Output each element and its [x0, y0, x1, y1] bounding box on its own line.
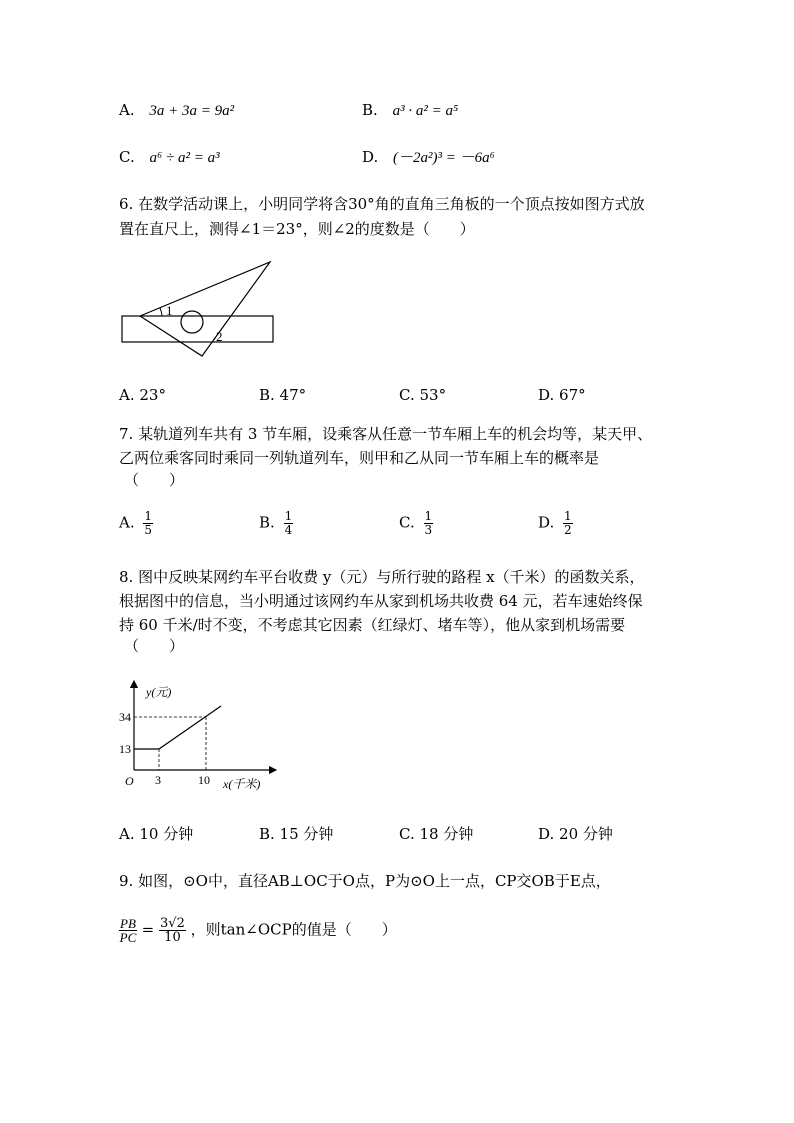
q6-line-2: 置在直尺上，测得∠1＝23°，则∠2的度数是（ ）	[119, 220, 475, 238]
q7-b-den: 4	[284, 523, 293, 537]
q9-line-2	[119, 917, 397, 944]
q5-option-b	[362, 99, 458, 122]
x-axis-label: x(千米)	[223, 777, 261, 791]
q8-option-d: D. 20 分钟	[538, 825, 613, 843]
q6-option-d: D. 67°	[538, 386, 586, 404]
q5-option-c	[119, 146, 220, 169]
q7-option-c	[399, 510, 433, 537]
q5-c-label: C.	[119, 148, 135, 166]
q7-option-a	[119, 510, 153, 537]
q6-option-a: A. 23°	[119, 386, 166, 404]
q5-d-label: D.	[362, 148, 379, 166]
q9-lhs-num: PB	[120, 916, 136, 931]
q7-option-d	[538, 510, 573, 537]
y-tick-34: 34	[119, 710, 131, 724]
q9-equals: =	[141, 920, 155, 939]
q5-a-label: A.	[119, 101, 135, 119]
q7-c-den: 3	[424, 523, 433, 537]
q8-fare-graph	[115, 680, 280, 792]
q8-line-3: 持 60 千米/时不变，不考虑其它因素（红绿灯、堵车等），他从家到机场需要	[119, 616, 626, 634]
q8-option-b: B. 15 分钟	[259, 825, 334, 843]
q5-c-text: a⁶ ÷ a² = a³	[149, 150, 220, 166]
q7-a-label: A.	[119, 513, 135, 532]
q5-b-text: a³ · a² = a⁵	[392, 103, 459, 119]
q7-a-den: 5	[144, 523, 153, 537]
q5-b-label: B.	[362, 101, 378, 119]
q7-line-2: 乙两位乘客同时乘同一列轨道列车，则甲和乙从同一节车厢上车的概率是	[119, 449, 600, 467]
q6-option-b: B. 47°	[259, 386, 307, 404]
x-tick-10: 10	[198, 773, 210, 787]
y-tick-13: 13	[119, 742, 131, 756]
ruler-rect	[122, 316, 273, 342]
angle-2-label: 2	[216, 329, 223, 344]
q6-line-1: 6. 在数学活动课上，小明同学将含30°角的直角三角板的一个顶点按如图方式放	[119, 195, 645, 213]
q9-rhs-num: 3√2	[160, 916, 185, 931]
q7-d-fraction	[563, 510, 573, 537]
q5-option-d	[362, 146, 495, 169]
q7-a-num: 1	[144, 509, 153, 523]
q9-lhs-fraction	[119, 917, 137, 944]
fare-function-line	[134, 706, 221, 749]
q6-option-c: C. 53°	[399, 386, 447, 404]
q7-a-fraction	[143, 510, 153, 537]
q7-b-label: B.	[259, 513, 275, 532]
q9-rhs-den: 10	[164, 930, 181, 945]
q7-d-label: D.	[538, 513, 555, 532]
angle-1-arc	[160, 308, 162, 316]
q7-option-b	[259, 510, 293, 537]
q6-figure-ruler-triangle	[118, 258, 278, 360]
q9-line-1: 9. 如图，⊙O中，直径AB⊥OC于O点，P为⊙O上一点，CP交OB于E点，	[119, 872, 611, 890]
q8-line-4: （ ）	[124, 637, 185, 655]
y-axis-label: y(元)	[146, 685, 172, 699]
q7-b-fraction	[284, 510, 294, 537]
triangle-hole	[181, 311, 203, 333]
q8-line-1: 8. 图中反映某网约车平台收费 y（元）与所行驶的路程 x（千米）的函数关系，	[119, 568, 645, 586]
origin-label: O	[125, 774, 134, 788]
q7-c-fraction	[424, 510, 434, 537]
q8-option-c: C. 18 分钟	[399, 825, 474, 843]
q9-lhs-den: PC	[119, 930, 137, 945]
q7-line-1: 7. 某轨道列车共有 3 节车厢，设乘客从任意一节车厢上车的机会均等，某天甲、	[119, 425, 653, 443]
angle-1-label: 1	[166, 303, 173, 318]
q7-line-3: （ ）	[124, 471, 185, 489]
x-tick-3: 3	[155, 773, 161, 787]
q7-d-den: 2	[564, 523, 572, 537]
q7-d-num: 1	[564, 509, 572, 523]
q5-option-a	[119, 99, 234, 122]
q5-a-text: 3a + 3a = 9a²	[149, 103, 235, 119]
q9-rhs-fraction	[159, 917, 186, 944]
q7-b-num: 1	[284, 509, 293, 523]
q7-c-num: 1	[424, 509, 433, 523]
q8-line-2: 根据图中的信息，当小明通过该网约车从家到机场共收费 64 元，若车速始终保	[119, 592, 643, 610]
q8-option-a: A. 10 分钟	[119, 825, 194, 843]
q5-d-text: (－2a²)³ = －6a⁶	[393, 150, 495, 166]
q9-line-2-tail: ，则tan∠OCP的值是（ ）	[190, 920, 397, 939]
q7-c-label: C.	[399, 513, 415, 532]
